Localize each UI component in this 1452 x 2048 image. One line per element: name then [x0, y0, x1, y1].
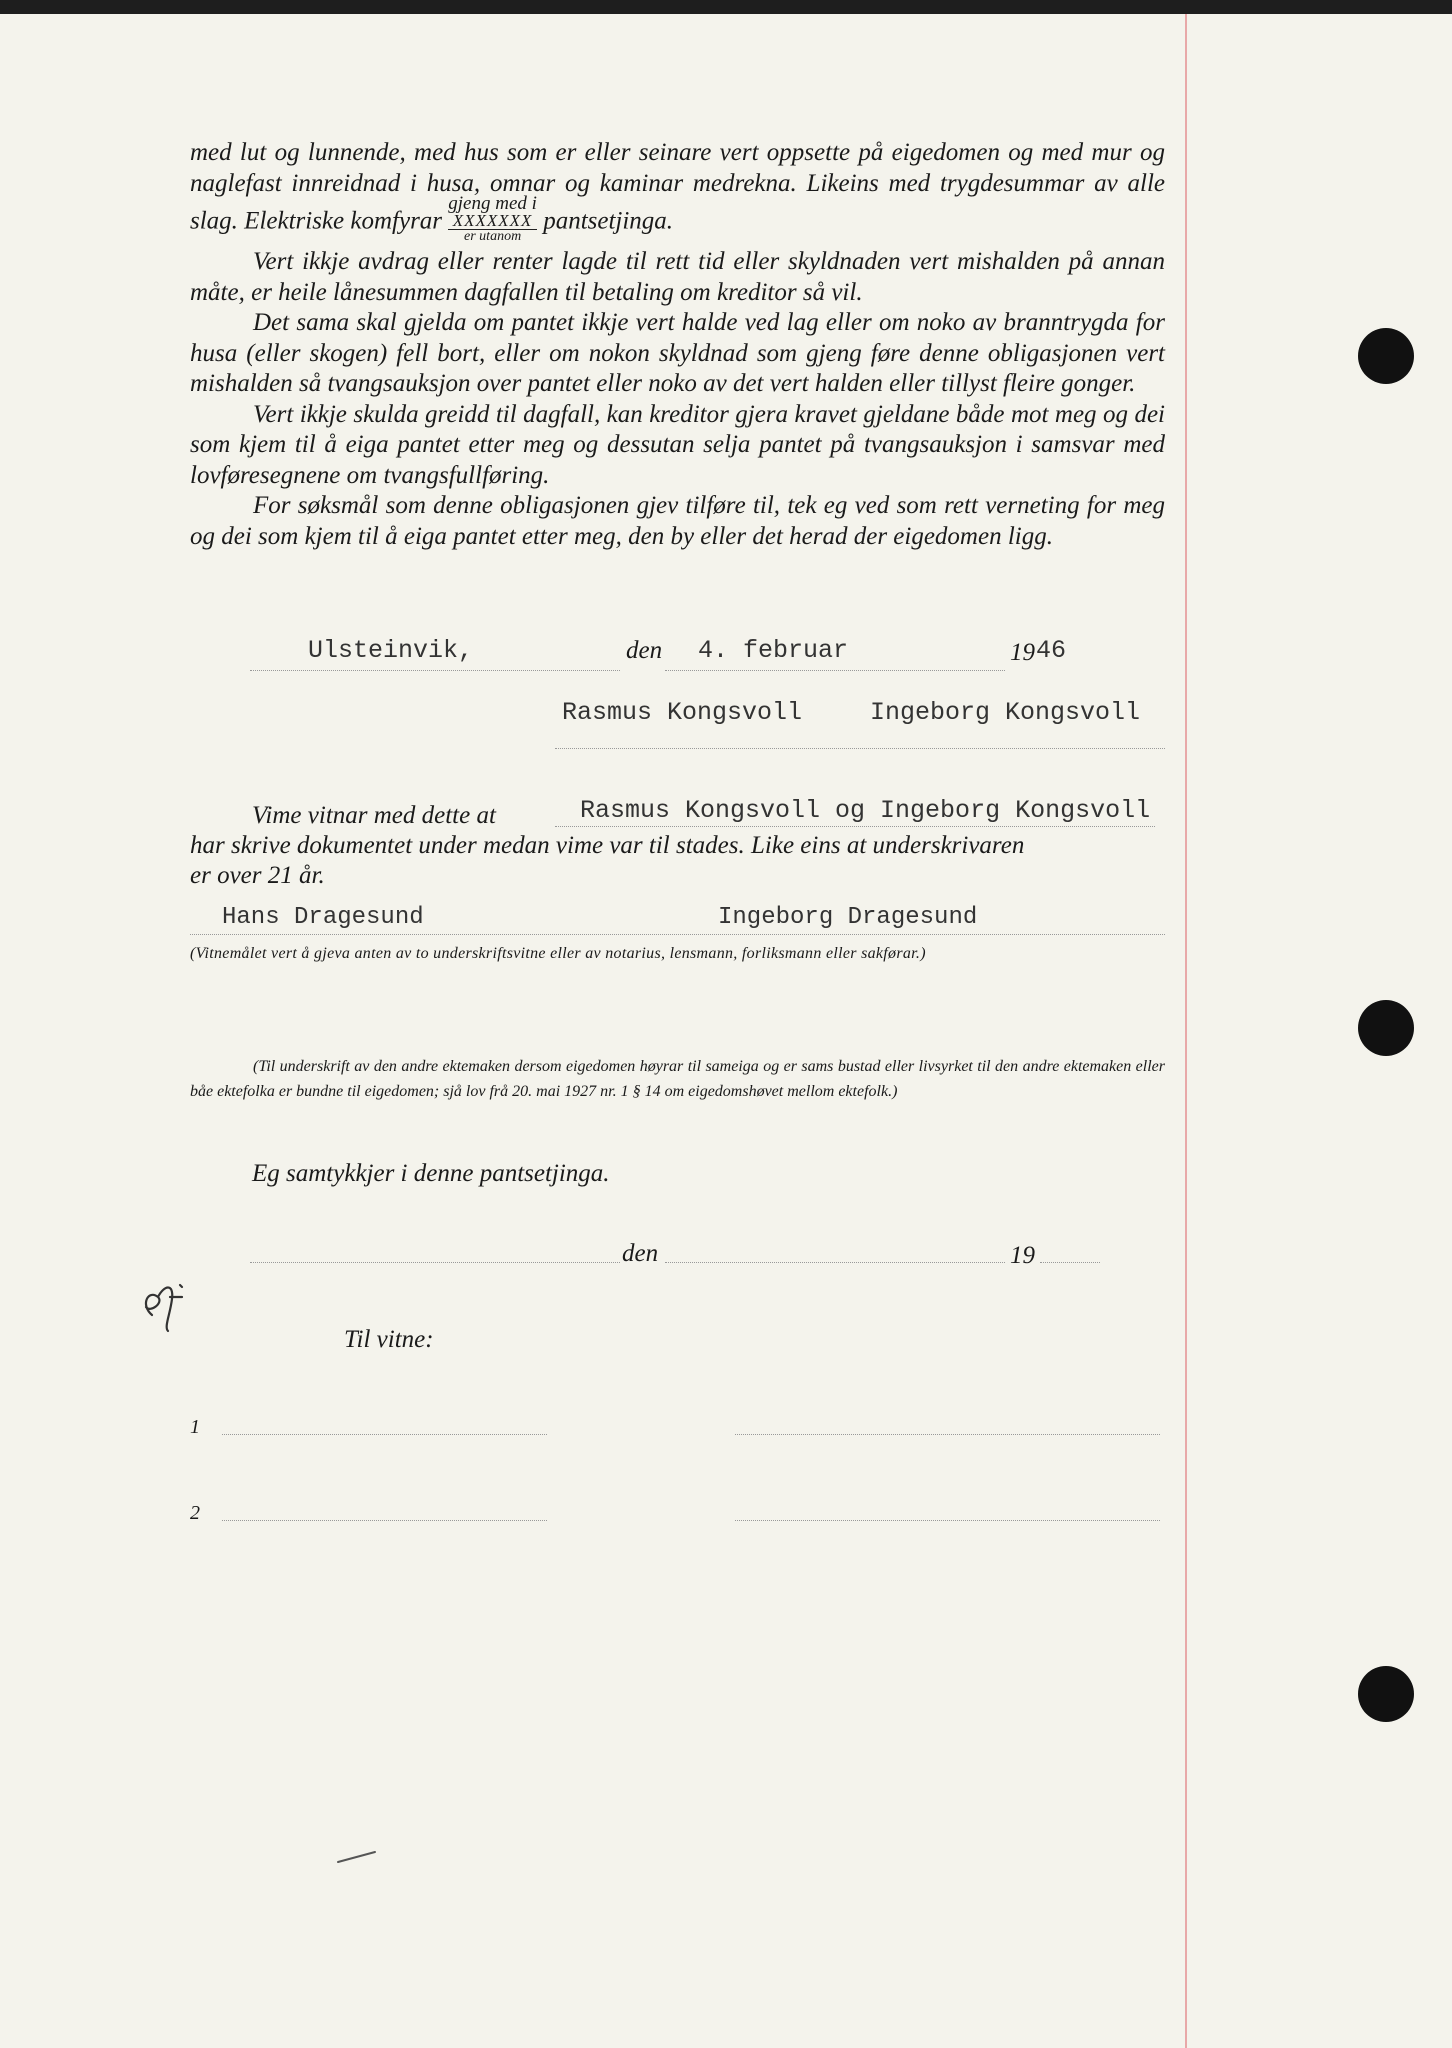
witness-statement-line-3: er over 21 år.	[190, 862, 325, 889]
consent-year-line	[1040, 1262, 1100, 1263]
witness-statement-intro: me vitnar med dette at	[272, 802, 496, 829]
witness-line-1a	[222, 1434, 547, 1435]
witness-note: (Vitnemålet vert å gjeva anten av to underskriftsvitne eller av notarius, lensmann, forliksmann eller sakførar.)	[190, 945, 926, 962]
til-vitne-label: Til vitne:	[344, 1326, 434, 1353]
pen-stroke	[335, 1848, 380, 1868]
consent-den-label: den	[622, 1240, 659, 1267]
witness-statement-text: har skrive dokumentet under medan	[190, 832, 556, 859]
date-value: 4. februar	[698, 636, 849, 665]
witness-line-1b	[735, 1434, 1160, 1435]
date-line	[665, 670, 1005, 671]
witness-statement-line-1	[252, 802, 496, 830]
punch-hole	[1358, 328, 1414, 384]
witness-signature-line	[190, 934, 1165, 935]
paragraph-property-end: pantsetjinga.	[536, 207, 674, 235]
overtyped-word	[252, 802, 272, 829]
paragraph-venue: For søksmål som denne obligasjonen gjev tilføre til, tek eg ved som rett verneting for meg og dei som kjem til å eiga pantet etter meg, den by eller det herad der eigedomen ligg.	[190, 492, 1165, 550]
handwritten-mark	[130, 1275, 200, 1335]
paragraph-default: Vert ikkje avdrag eller renter lagde til rett tid eller skyldnaden vert mishalden på annan måte, er heile lånesummen dagfallen til betaling om kreditor så vil.	[190, 248, 1165, 306]
witness-number-1: 1	[190, 1416, 200, 1438]
overtyped-vi-2: vi	[555, 832, 574, 859]
witness-statement-line-2	[190, 832, 1024, 860]
place: Ulsteinvik,	[308, 636, 474, 665]
year-suffix: 46	[1036, 636, 1067, 665]
fraction-top: gjeng med i	[448, 193, 537, 214]
signature-line	[555, 748, 1165, 749]
witness-number-2: 2	[190, 1502, 200, 1524]
witness-line-2a	[222, 1520, 547, 1521]
consent-date-line	[665, 1262, 1005, 1263]
witness-statement-text-end: me var til stades. Like eins at underskrivaren	[573, 832, 1025, 859]
spouse-note: (Til underskrift av den andre ektemaken dersom eigedomen høyrar til sameiga og er sams bustad eller livsyrket til den andre ektemaken eller båe ektefolka er bundne til eigedomen; sjå lov frå 20. mai 1927 nr. 1 § 14 om eigedomshøvet mellom ektefolk.)	[190, 1058, 1165, 1100]
paragraph-enforcement: Vert ikkje skulda greidd til dagfall, kan kreditor gjera kravet gjeldane både mot meg og dei som kjem til å eiga pantet etter meg og dessutan selja pantet på tvangsauksjon i samsvar med lovføresegnene om tvangsfullføring.	[190, 400, 1165, 489]
place-line	[250, 670, 620, 671]
signature-1: Rasmus Kongsvoll	[562, 698, 803, 727]
paragraph-property	[190, 138, 1165, 247]
fraction-bottom: er utanom	[448, 229, 537, 243]
consent-place-line	[250, 1262, 620, 1263]
mortgage-terms-text	[190, 138, 1165, 552]
witness-signature-2: Ingeborg Dragesund	[718, 904, 978, 931]
fraction-crossed: XXXXXXX	[452, 211, 533, 230]
punch-hole	[1358, 1666, 1414, 1722]
date-den-label: den	[626, 637, 663, 664]
consent-text: Eg samtykkjer i denne pantsetjinga.	[252, 1160, 610, 1187]
signature-2: Ingeborg Kongsvoll	[870, 698, 1141, 727]
paragraph-property-text: med lut og lunnende, med hus som er eller seinare vert oppsette på eigedomen og med mur og naglefast innreidnad i husa, omnar og kaminar medrekna. Likeins med trygdesummar av alle slag. Elektriske komfyrar	[190, 139, 1165, 235]
fraction-choice	[448, 195, 537, 243]
red-margin-line	[1185, 14, 1187, 2048]
witness-line-2b	[735, 1520, 1160, 1521]
names-line	[555, 826, 1155, 827]
overtyped-vi: Vi	[252, 802, 273, 829]
witness-signature-1: Hans Dragesund	[222, 904, 424, 931]
year-prefix: 19	[1010, 639, 1035, 666]
punch-hole	[1358, 1000, 1414, 1056]
paragraph-insurance: Det sama skal gjelda om pantet ikkje vert halde ved lag eller om noko av branntrygda for husa (eller skogen) fell bort, eller om nokon skyldnad som gjeng føre denne obligasjonen vert mishalden så tvangsauksjon over pantet eller noko av det vert halden eller tillyst fleire gonger.	[190, 309, 1165, 397]
typed-signer-names: Rasmus Kongsvoll og Ingeborg Kongsvoll	[580, 796, 1151, 825]
consent-year-prefix: 19	[1010, 1242, 1035, 1269]
